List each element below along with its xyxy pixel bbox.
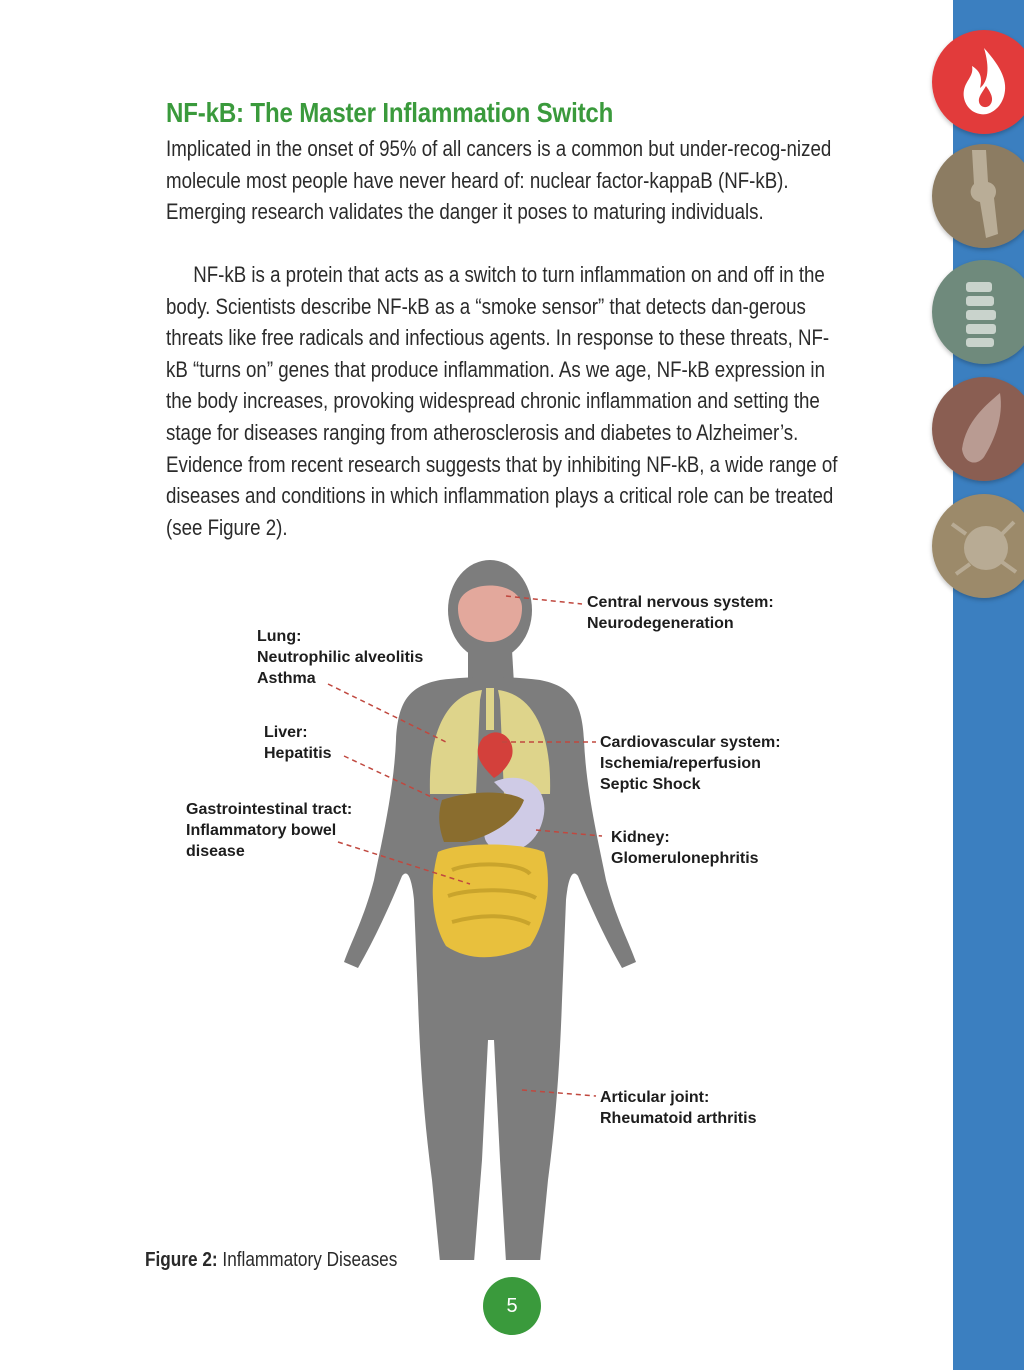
label-gastrointestinal-tract: Gastrointestinal tract: Inflammatory bowel disease: [186, 801, 353, 860]
spine-icon[interactable]: [932, 260, 1024, 364]
label-cardiovascular-system: Cardiovascular system: Ischemia/reperfusion Septic Shock: [600, 734, 781, 793]
label-central-nervous-system: Central nervous system: Neurodegeneration: [587, 594, 774, 632]
figure-caption: Figure 2: Inflammatory Diseases: [145, 1249, 398, 1271]
page-title: NF-kB: The Master Inflammation Switch: [166, 97, 614, 128]
label-liver: Liver: Hepatitis: [264, 724, 332, 762]
body-paragraph: NF-kB is a protein that acts as a switch to turn inflammation on and off in the body. Scientists describe NF-kB as a “smoke sensor” that detects dan-gerous threats like free radicals and infectious agents. In response to these threats, NF-kB “turns on” genes that produce inflammation. As we age, NF-kB expression in the body increases, provoking widespread chronic inflammation and setting the stage for diseases ranging from atherosclerosis and diabetes to Alzheimer’s. Evidence from recent research suggests that by inhibiting NF-kB, a wide range of diseases and conditions in which inflammation plays a critical role can be treated (see Figure 2).: [166, 262, 838, 540]
intro-paragraph: Implicated in the onset of 95% of all cancers is a common but under-recog-nized molecule most people have never heard of: nuclear factor-kappaB (NF-kB). Emerging research validates the danger it poses to maturing individuals.: [166, 136, 832, 225]
human-body-diagram: [0, 560, 953, 1260]
flame-icon[interactable]: [932, 30, 1024, 134]
muscle-icon[interactable]: [932, 377, 1024, 481]
label-lung: Lung: Neutrophilic alveolitis Asthma: [257, 628, 424, 687]
inflammatory-diseases-figure: [0, 560, 953, 1260]
label-articular-joint: Articular joint: Rheumatoid arthritis: [600, 1089, 757, 1127]
label-kidney: Kidney: Glomerulonephritis: [611, 829, 759, 867]
knee-joint-icon[interactable]: [932, 144, 1024, 248]
page-number-badge: 5: [483, 1277, 541, 1335]
